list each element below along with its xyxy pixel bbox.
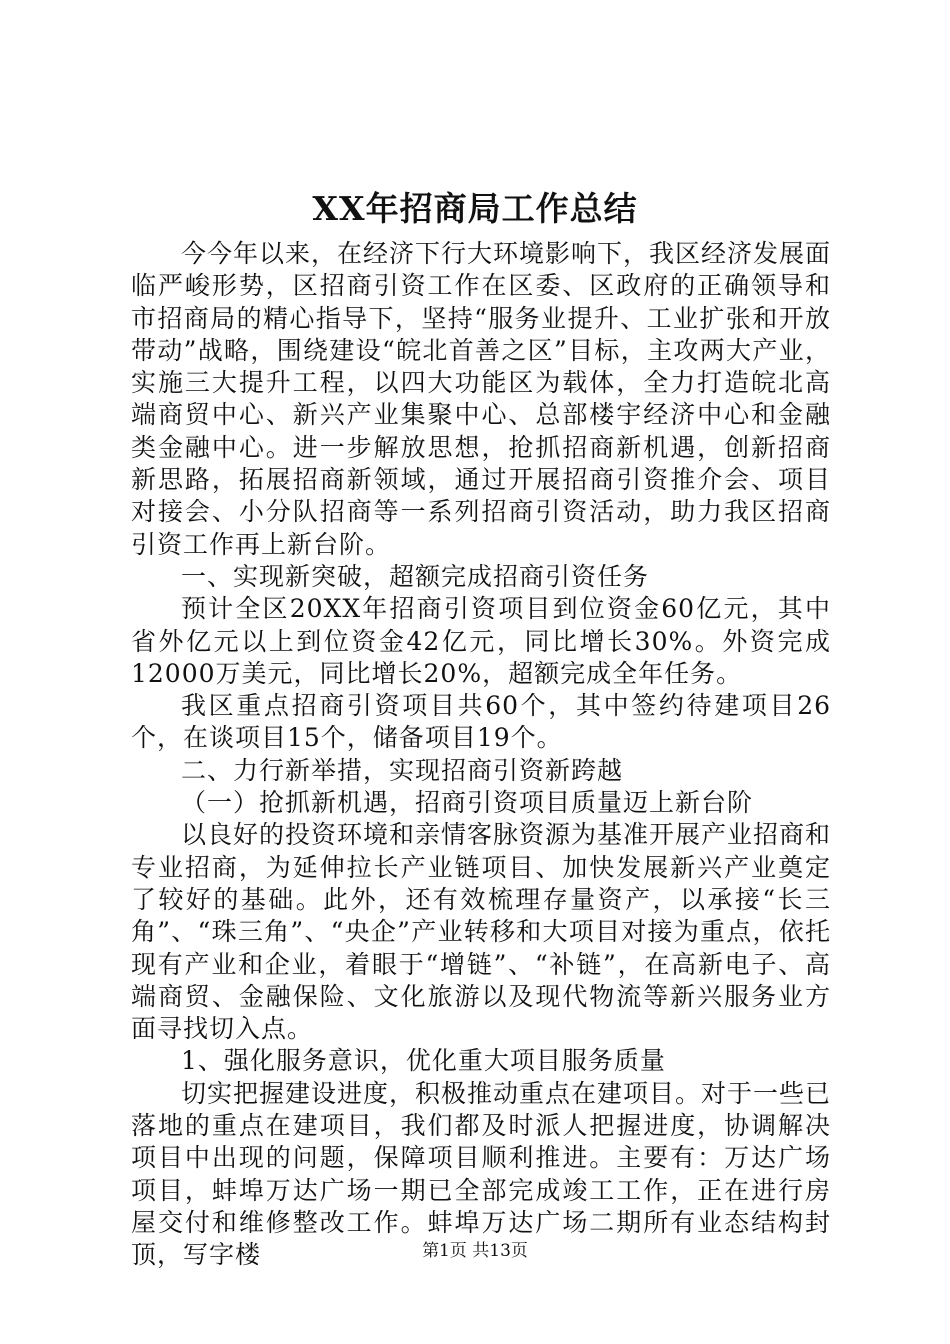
paragraph-funding: 预计全区20XX年招商引资项目到位资金60亿元，其中省外亿元以上到位资金42亿元，同比增长30%。外资完成12000万美元，同比增长20%，超额完成全年任务。 bbox=[131, 594, 831, 688]
paragraph-key-projects: 我区重点招商引资项目共60个，其中签约待建项目26个，在谈项目15个，储备项目19个。 bbox=[131, 691, 831, 753]
item-heading-1: 1、强化服务意识，优化重大项目服务质量 bbox=[181, 1046, 666, 1076]
page-number: 第1页 共13页 bbox=[422, 1241, 528, 1261]
section-heading-1: 一、实现新突破，超额完成招商引资任务 bbox=[181, 561, 650, 591]
section-heading-2: 二、力行新举措，实现招商引资新跨越 bbox=[181, 755, 624, 785]
paragraph-intro: 今今年以来，在经济下行大环境影响下，我区经济发展面临严峻形势，区招商引资工作在区委、区政府的正确领导和市招商局的精心指导下，坚持“服务业提升、工业扩张和开放带动”战略，围绕建设“皖北首善之区”目标，主攻两大产业，实施三大提升工程，以四大功能区为载体，全力打造皖北高端商贸中心、新兴产业集聚中心、总部楼宇经济中心和金融类金融中心。进一步解放思想，抢抓招商新机遇，创新招商新思路，拓展招商新领域，通过开展招商引资推介会、项目对接会、小分队招商等一系列招商引资活动，助力我区招商引资工作再上新台阶。 bbox=[131, 239, 832, 559]
document-body bbox=[131, 238, 831, 1272]
paragraph-industry-investment: 以良好的投资环境和亲情客脉资源为基准开展产业招商和专业招商，为延伸拉长产业链项目、加快发展新兴产业奠定了较好的基础。此外，还有效梳理存量资产，以承接“长三角”、“珠三角”、“央企”产业转移和大项目对接为重点，依托现有产业和企业，着眼于“增链”、“补链”，在高新电子、高端商贸、金融保险、文化旅游以及现代物流等新兴服务业方面寻找切入点。 bbox=[131, 820, 832, 1044]
document-title: XX年招商局工作总结 bbox=[312, 189, 638, 228]
paragraph-construction-progress: 切实把握建设进度，积极推动重点在建项目。对于一些已落地的重点在建项目，我们都及时派人把握进度，协调解决项目中出现的问题，保障项目顺利推进。主要有：万达广场项目，蚌埠万达广场一期已全部完成竣工工作，正在进行房屋交付和维修整改工作。蚌埠万达广场二期所有业态结构封顶，写字楼 bbox=[131, 1078, 832, 1270]
subsection-heading-1: （一）抢抓新机遇，招商引资项目质量迈上新台阶 bbox=[181, 788, 754, 818]
